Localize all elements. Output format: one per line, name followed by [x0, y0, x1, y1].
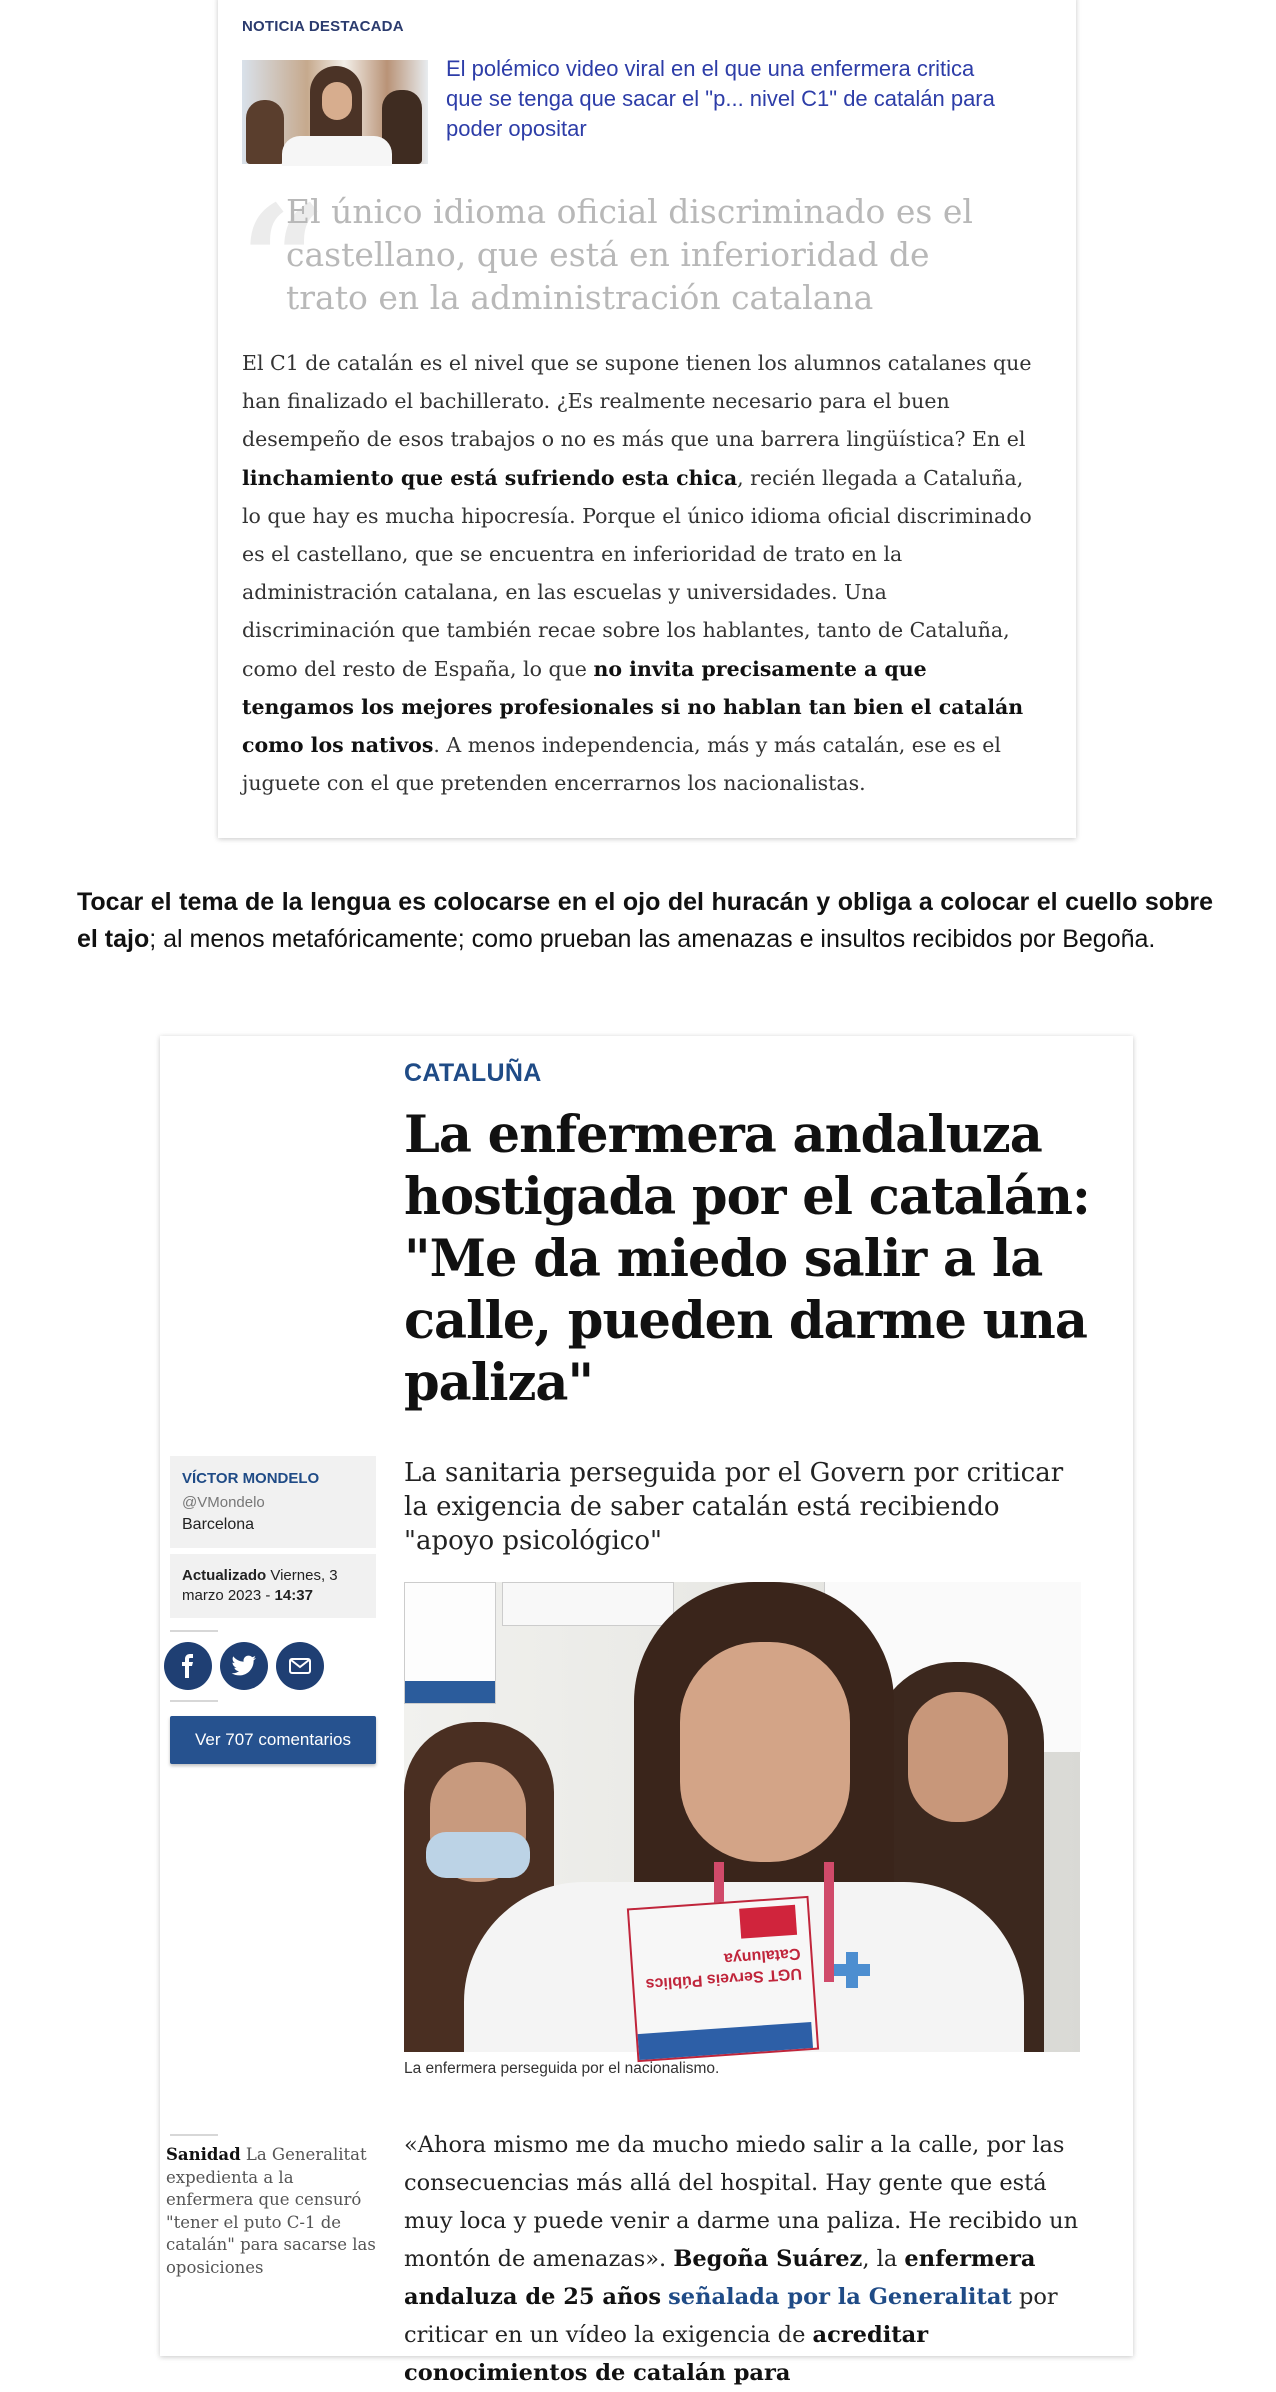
divider — [170, 2134, 218, 2136]
quote-mark-icon: “ — [240, 173, 327, 349]
section-label[interactable]: CATALUÑA — [404, 1059, 542, 1087]
author-city: Barcelona — [182, 1516, 255, 1533]
comments-button[interactable]: Ver 707 comentarios — [170, 1716, 376, 1764]
pull-quote: El único idioma oficial discriminado es el castellano, que está en inferioridad de trato en la administración catalana — [286, 192, 973, 317]
featured-thumbnail[interactable] — [242, 60, 428, 164]
generalitat-link[interactable]: señalada por la Generalitat — [668, 2284, 1012, 2310]
date-time: 14:37 — [274, 1587, 313, 1604]
article-headline: La enfermera andaluza hostigada por el catalán: "Me da miedo salir a la calle, pueden darme una paliza" — [404, 1105, 1090, 1413]
article-photo[interactable] — [404, 1582, 1080, 2052]
related-link[interactable]: Sanidad La Generalitat expedienta a la enfermera que censuró "tener el puto C-1 de catalán" para sacarse las oposiciones — [166, 2145, 376, 2277]
featured-body: El C1 de catalán es el nivel que se supone tienen los alumnos catalanes que han finalizado el bachillerato. ¿Es realmente necesario para el buen desempeño de esos trabajos o no es más que una barrera lingüística? En el linchamiento que está sufriendo esta chica, recién llegada a Cataluña, lo que hay es mucha hipocresía. Porque el único idioma oficial discriminado es el castellano, que se encuentra en inferioridad de trato en la administración catalana, en las escuelas y universidades. Una discriminación que también recae sobre los hablantes, tanto de Cataluña, como del resto de España, lo que no invita precisamente a que tengamos los mejores profesionales si no hablan tan bien el catalán como los nativos. A menos independencia, más y más catalán, ese es el juguete con el que pretenden encerrarnos los nacionalistas. — [242, 351, 1032, 796]
article-body: «Ahora mismo me da mucho miedo salir a la calle, por las consecuencias más allá del hospital. Hay gente que está muy loca y puede venir a darme una paliza. He recibido un montón de amenazas». Begoña Suárez, la enfermera andaluza de 25 años señalada por la Generalitat por criticar en un vídeo la exigencia de acreditar conocimientos de catalán para — [404, 2132, 1079, 2386]
date-box — [170, 1554, 376, 1618]
divider — [170, 1700, 218, 1702]
ugt-card — [627, 1896, 819, 2062]
date-text: Viernes, 3 marzo 2023 - — [182, 1567, 338, 1604]
mail-icon[interactable] — [276, 1642, 324, 1690]
featured-label: NOTICIA DESTACADA — [242, 18, 404, 35]
ugt-card-text: UGT Serveis Públics Catalunya — [645, 1944, 803, 1993]
date-label: Actualizado — [182, 1567, 267, 1584]
author-handle[interactable]: @VMondelo — [182, 1494, 265, 1511]
featured-card — [218, 0, 1076, 838]
featured-link[interactable]: El polémico video viral en el que una enfermera critica que se tenga que sacar el "p... nivel C1" de catalán para poder opositar — [446, 56, 995, 141]
facebook-icon[interactable] — [164, 1642, 212, 1690]
twitter-icon[interactable] — [220, 1642, 268, 1690]
author-name[interactable]: VÍCTOR MONDELO — [182, 1470, 320, 1487]
photo-caption: La enfermera perseguida por el nacionalismo. — [404, 2060, 720, 2077]
article-card — [160, 1036, 1133, 2386]
divider — [170, 1630, 218, 1632]
lead-paragraph: Tocar el tema de la lengua es colocarse en el ojo del huracán y obliga a colocar el cuello sobre el tajo; al menos metafóricamente; como prueban las amenazas e insultos recibidos por Begoña. — [77, 888, 1213, 953]
article-subhead: La sanitaria perseguida por el Govern por criticar la exigencia de saber catalán está recibiendo "apoyo psicológico" — [404, 1458, 1064, 1556]
author-box — [170, 1456, 376, 1548]
